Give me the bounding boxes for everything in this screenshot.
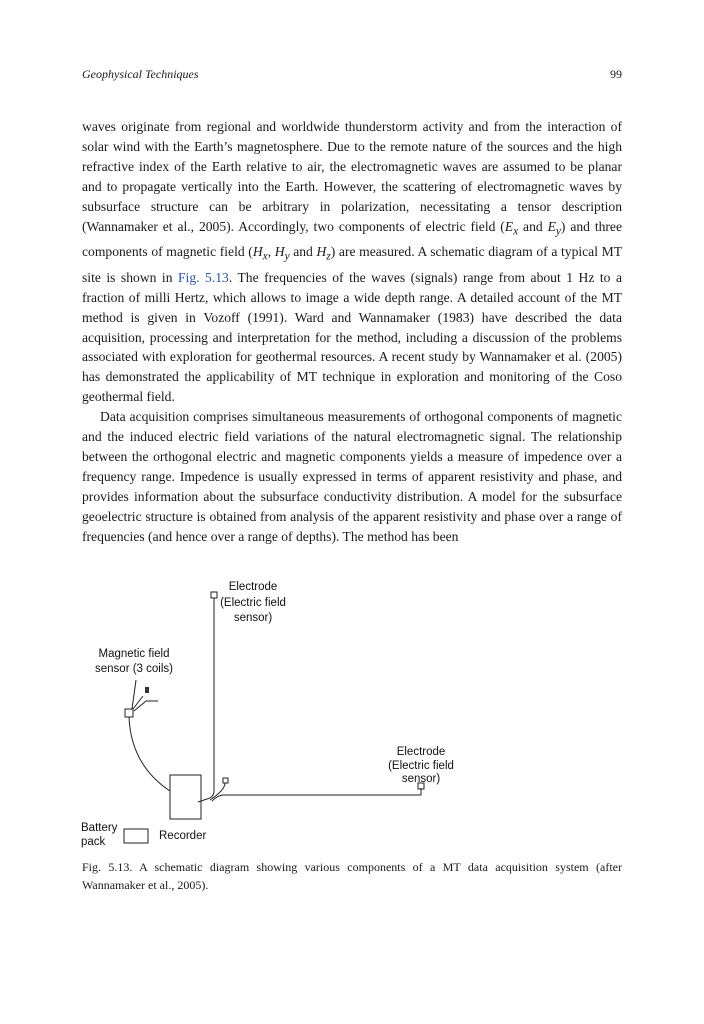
running-title: Geophysical Techniques (82, 67, 199, 81)
text-run: , (267, 244, 275, 260)
symbol-ex: $E_x$ (504, 218, 519, 238)
battery-box (124, 829, 148, 843)
cable-short (210, 783, 225, 800)
symbol-hx: $H_x$ (252, 244, 268, 263)
body-text (82, 117, 622, 546)
label-battery-2: pack (81, 836, 106, 848)
label-electrode-top-1: Electrode (228, 581, 278, 593)
magnetic-sensor-box (125, 709, 133, 717)
text-run: and (289, 244, 317, 260)
text-run: ) are measured. A schematic diagram of a typical MT site is shown in (82, 244, 623, 285)
text-run: . The frequencies of the waves (signals) range from about 1 Hz to a fraction of milli Hertz, which allows to image a wide depth range. A detailed account of the MT method is given in Vozoff (1991). Ward and Wannamaker (1983) have described the data acquisition, processing and interpretation for the method, including a discussion of the problems associated with exploration for geothermal resources. A recent study by Wannamaker et al. (2005) has demonstrated the applicability of MT technique in exploration and monitoring of the Coso geothermal field. (82, 269, 622, 405)
figure-caption: Fig. 5.13. A schematic diagram showing various components of a MT data acquisition system (after Wannamaker et al., 2005). (82, 860, 622, 892)
label-electrode-top-3: sensor) (233, 612, 273, 624)
paragraph-2: Data acquisition comprises simultaneous measurements of orthogonal components of magnetic and the induced electric field variations of the natural electromagnetic signal. The relationship between the orthogonal electric and magnetic components yields a measure of impedence over a frequency range. Impedence is usually expressed in terms of apparent resistivity and phase, and provides information about the subsurface conductivity distribution. A model for the subsurface geoelectric structure is obtained from analysis of the apparent resistivity and phase over a range of frequencies (and hence over a range of depths). The method has been (82, 409, 622, 544)
label-magnetic-sensor-1: Magnetic field (98, 648, 170, 660)
text-run: and (518, 218, 548, 234)
page-number: 99 (610, 67, 622, 81)
label-electrode-right-2: (Electric field (388, 760, 454, 772)
label-magnetic-sensor-2: sensor (3 coils) (95, 663, 173, 675)
symbol-hz: $H_z$ (316, 244, 331, 263)
symbol-hy: $H_y$ (274, 244, 290, 263)
label-electrode-right-1: Electrode (396, 746, 446, 758)
coil-top-marker (145, 687, 149, 693)
label-battery-1: Battery (81, 822, 118, 834)
cable-right-electrode (212, 788, 421, 801)
symbol-ey: $E_y$ (547, 218, 561, 238)
label-electrode-right-3: sensor) (401, 773, 441, 785)
label-electrode-top-2: (Electric field (220, 597, 286, 609)
mt-site-diagram (78, 575, 498, 850)
label-recorder: Recorder (159, 830, 207, 842)
text-run: ) and three components of magnetic field ( (82, 218, 622, 260)
electrode-top-box (211, 592, 217, 598)
text-run: waves originate from regional and worldwide thunderstorm activity and from the interaction of solar wind with the Earth’s magnetosphere. Due to the remote nature of the sources and the high refractive index of the Earth relative to air, the electromagnetic waves are assumed to be planar and to propagate vertically into the Earth. However, the scattering of electromagnetic waves by subsurface structure can be arbitrary in polarization, necessitating a tensor description (Wannamaker et al., 2005). Accordingly, two components of electric field ( (82, 119, 622, 234)
coil-3 (132, 680, 136, 709)
cable-top-electrode (198, 598, 214, 802)
magnetic-cable (129, 717, 170, 791)
electrode-right-mid-box (223, 778, 228, 783)
figure-reference-link[interactable]: Fig. 5.13 (178, 269, 229, 285)
recorder-box (170, 775, 201, 819)
paragraph-1 (82, 117, 622, 407)
